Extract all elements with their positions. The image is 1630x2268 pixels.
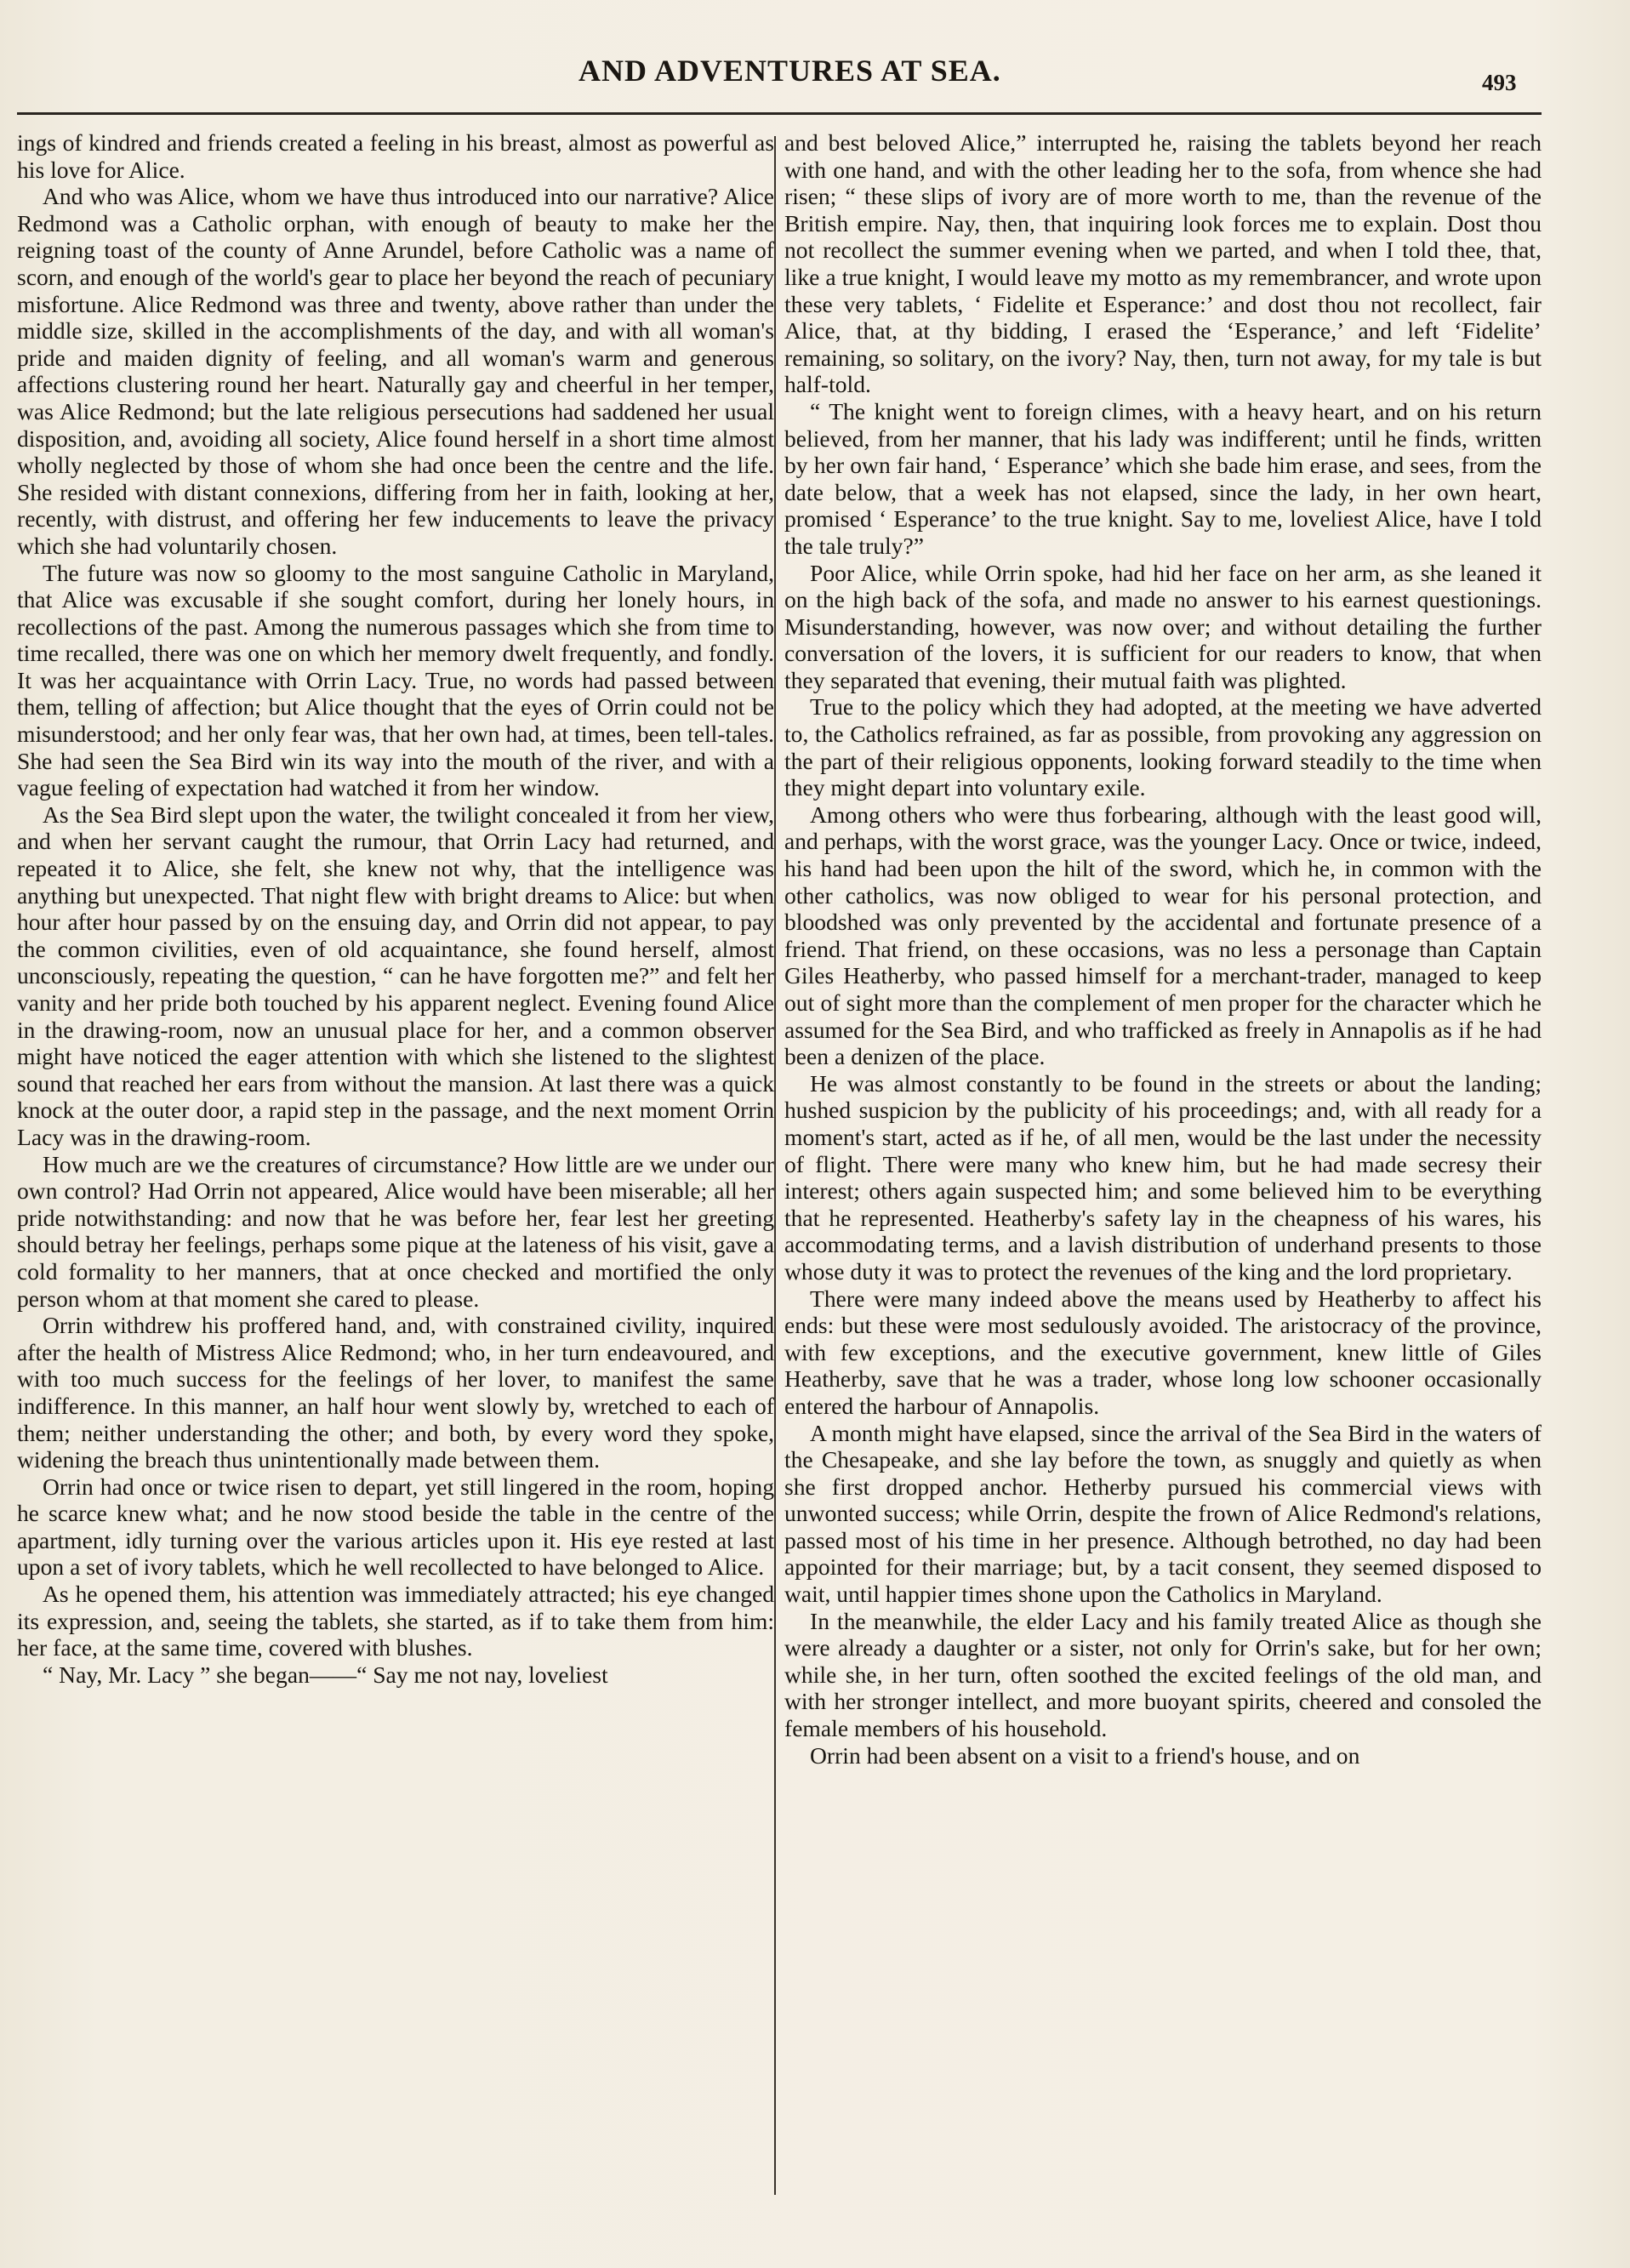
paragraph: The future was now so gloomy to the most sanguine Catholic in Maryland, that Alice was excusable if she sought comfort, during her lonely hours, in recollections of the past. Among the numerous passages which she from time to time recalled, there was one on which her memory dwelt frequently, and fondly. It was her acquaintance with Orrin Lacy. True, no words had passed between them, telling of affection; but Alice thought that the eyes of Orrin could not be misunderstood; and her only fear was, that her own had, at times, been tell-tales. She had seen the Sea Bird win its way into the mouth of the river, and with a vague feeling of expectation had watched it from her window.: [17, 559, 774, 801]
running-header: [0, 53, 1630, 104]
paragraph: and best beloved Alice,” interrupted he, raising the tablets beyond her reach with one hand, and with the other leading her to the sofa, from whence she had risen; “ these slips of ivory are of more worth to me, than the revenue of the British empire. Nay, then, that inquiring look forces me to explain. Dost thou not recollect the summer evening when we parted, and when I told thee, that, like a true knight, I would leave my motto as my remembrancer, and wrote upon these very tablets, ‘ Fidelite et Esperance:’ and dost thou not recollect, fair Alice, that, at thy bidding, I erased the ‘Esperance,’ and left ‘Fidelite’ remaining, so solitary, on the ivory? Nay, then, turn not away, for my tale is but half-told.: [784, 129, 1542, 398]
paragraph: There were many indeed above the means used by Heatherby to affect his ends: but these were most sedulously avoided. The aristocracy of the province, with few exceptions, and the executive government, knew little of Giles Heatherby, save that he was a trader, whose long low schooner occasionally entered the harbour of Annapolis.: [784, 1285, 1542, 1419]
page-number: 493: [1482, 70, 1517, 95]
paragraph: As he opened them, his attention was immediately attracted; his eye changed its expression, and, seeing the tablets, she started, as if to take them from him: her face, at the same time, covered with blushes.: [17, 1581, 774, 1661]
column-divider: [774, 136, 776, 2195]
paragraph: As the Sea Bird slept upon the water, the twilight concealed it from her view, and when her servant caught the rumour, that Orrin Lacy had returned, and repeated it to Alice, she felt, she knew not why, that the intelligence was anything but unexpected. That night flew with bright dreams to Alice: but when hour after hour passed by on the ensuing day, and Orrin did not appear, to pay the common civilities, even of old acquaintance, she found herself, almost unconsciously, repeating the question, “ can he have forgotten me?” and felt her vanity and her pride both touched by his apparent neglect. Evening found Alice in the drawing-room, now an unusual place for her, and a common observer might have noticed the eager attention with which she listened to the slightest sound that reached her ears from without the mansion. At last there was a quick knock at the outer door, a rapid step in the passage, and the next moment Orrin Lacy was in the drawing-room.: [17, 801, 774, 1150]
paragraph: True to the policy which they had adopted, at the meeting we have adverted to, the Catholics refrained, as far as possible, from provoking any aggression on the part of their religious opponents, looking forward steadily to the time when they might depart into voluntary exile.: [784, 693, 1542, 801]
right-column: [784, 129, 1542, 1769]
paragraph: Orrin had once or twice risen to depart, yet still lingered in the room, hoping he scarce knew what; and he now stood beside the table in the centre of the apartment, idly turning over the various articles upon it. His eye rested at last upon a set of ivory tablets, which he well recollected to have belonged to Alice.: [17, 1473, 774, 1581]
paragraph: “ Nay, Mr. Lacy ” she began——“ Say me not nay, loveliest: [43, 1661, 608, 1688]
paragraph: Poor Alice, while Orrin spoke, had hid her face on her arm, as she leaned it on the high back of the sofa, and made no answer to his earnest questionings. Misunderstanding, however, was now over; and without detailing the further conversation of the lovers, it is sufficient for our readers to know, that when they separated that evening, their mutual faith was plighted.: [784, 559, 1542, 693]
paragraph: Orrin had been absent on a visit to a friend's house, and on: [810, 1741, 1360, 1769]
paragraph: How much are we the creatures of circumstance? How little are we under our own control? Had Orrin not appeared, Alice would have been miserable; all her pride notwithstanding: and now that he was before her, fear lest her greeting should betray her feelings, perhaps some pique at the lateness of his visit, gave a cold formality to her manners, that at once checked and mortified the only person whom at that moment she cared to please.: [17, 1150, 774, 1312]
left-column: [17, 129, 774, 1688]
running-title: AND ADVENTURES AT SEA.: [578, 54, 1001, 88]
paragraph: Orrin withdrew his proffered hand, and, with constrained civility, inquired after the health of Mistress Alice Redmond; who, in her turn endeavoured, and with too much success for the feelings of her lover, to manifest the same indifference. In this manner, an half hour went slowly by, wretched to each of them; neither understanding the other; and both, by every word they spoke, widening the breach thus unintentionally made between them.: [17, 1312, 774, 1473]
paragraph: “ The knight went to foreign climes, with a heavy heart, and on his return believed, from her manner, that his lady was indifferent; until he finds, written by her own fair hand, ‘ Esperance’ which she bade him erase, and sees, from the date below, that a week has not elapsed, since the lady, in her own heart, promised ‘ Esperance’ to the true knight. Say to me, loveliest Alice, have I told the tale truly?”: [784, 397, 1542, 559]
paragraph: In the meanwhile, the elder Lacy and his family treated Alice as though she were already a daughter or a sister, not only for Orrin's sake, but for her own; while she, in her turn, often soothed the excited feelings of the old man, and with her stronger intellect, and more buoyant spirits, cheered and consoled the female members of his household.: [784, 1607, 1542, 1742]
paragraph: A month might have elapsed, since the arrival of the Sea Bird in the waters of the Chesapeake, and she lay before the town, as snuggly and quietly as when she first dropped anchor. Hetherby pursued his commercial views with unwonted success; while Orrin, despite the frown of Alice Redmond's relations, passed most of his time in her presence. Although betrothed, no day had been appointed for their marriage; but, by a tacit consent, they seemed disposed to wait, until happier times shone upon the Catholics in Maryland.: [784, 1419, 1542, 1608]
paragraph: And who was Alice, whom we have thus introduced into our narrative? Alice Redmond was a Catholic orphan, with enough of beauty to make her the reigning toast of the county of Anne Arundel, before Catholic was a name of scorn, and enough of the world's gear to place her beyond the reach of pecuniary misfortune. Alice Redmond was three and twenty, above rather than under the middle size, skilled in the accomplishments of the day, and with all woman's pride and maiden dignity of feeling, and all woman's warm and generous affections clustering round her heart. Naturally gay and cheerful in her temper, was Alice Redmond; but the late religious persecutions had saddened her usual disposition, and, avoiding all society, Alice found herself in a short time almost wholly neglected by those of whom she had once been the centre and the life. She resided with distant connexions, differing from her in faith, looking at her, recently, with distrust, and offering her few inducements to leave the privacy which she had voluntarily chosen.: [17, 183, 774, 559]
paragraph: ings of kindred and friends created a feeling in his breast, almost as powerful as his love for Alice.: [17, 129, 774, 183]
header-rule: [17, 112, 1542, 115]
paragraph: He was almost constantly to be found in the streets or about the landing; hushed suspicion by the publicity of his proceedings; and, with all ready for a moment's start, acted as if he, of all men, would be the last under the necessity of flight. There were many who knew him, but he had made secresy their interest; others again suspected him; and some believed him to be everything that he represented. Heatherby's safety lay in the cheapness of his wares, his accommodating terms, and a lavish distribution of underhand presents to those whose duty it was to protect the revenues of the king and the lord proprietary.: [784, 1069, 1542, 1285]
paragraph: Among others who were thus forbearing, although with the least good will, and perhaps, with the worst grace, was the younger Lacy. Once or twice, indeed, his hand had been upon the hilt of the sword, which he, in common with the other catholics, was now obliged to wear for his personal protection, and bloodshed was only prevented by the accidental and fortunate presence of a friend. That friend, on these occasions, was no less a personage than Captain Giles Heatherby, who passed himself for a merchant-trader, managed to keep out of sight more than the complement of men proper for the character which he assumed for the Sea Bird, and who trafficked as freely in Annapolis as if he had been a denizen of the place.: [784, 801, 1542, 1070]
